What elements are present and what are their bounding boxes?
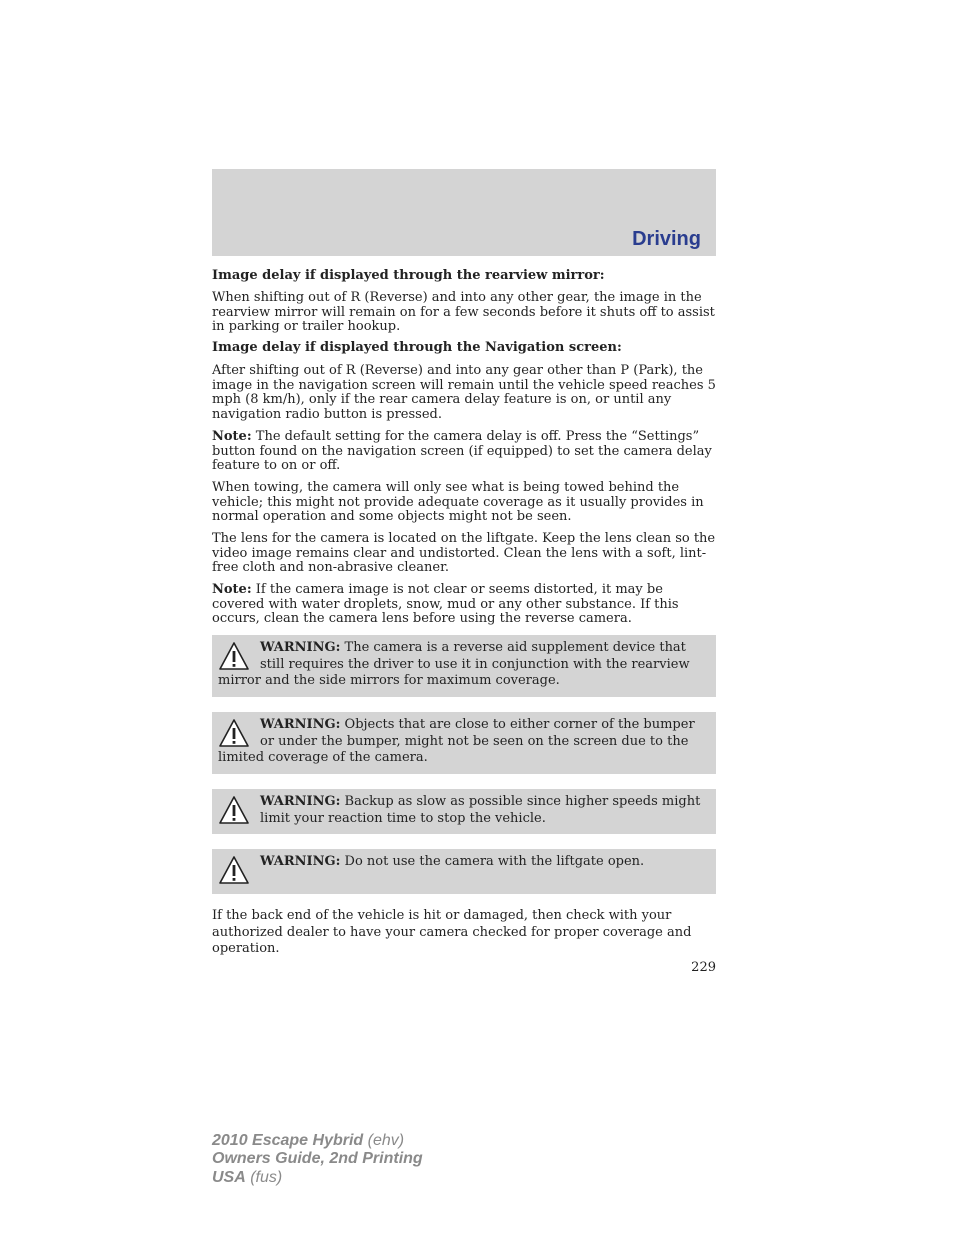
warning-label: WARNING: (260, 640, 341, 655)
note-text: If the camera image is not clear or seems distorted, it may be covered with water droplets, snow, mud or any other substance. If this occurs, clean the camera lens before using the reverse camera. (212, 582, 679, 627)
document-footer (212, 1132, 423, 1187)
footer-model-code: (ehv) (363, 1132, 405, 1149)
warning-label: WARNING: (260, 854, 341, 869)
footer-line-model (212, 1132, 423, 1150)
footer-market-code: (fus) (245, 1168, 283, 1186)
note-label: Note: (212, 429, 252, 444)
note-camera-image (212, 583, 716, 627)
note-camera-delay (212, 430, 716, 474)
page-number: 229 (691, 960, 716, 975)
footer-model: 2010 Escape Hybrid (212, 1132, 364, 1149)
warning-box (212, 712, 716, 774)
warning-triangle-icon (218, 718, 250, 748)
warning-triangle-icon (218, 795, 250, 825)
section-title: Driving (632, 228, 701, 250)
paragraph-towing: When towing, the camera will only see what is being towed behind the vehicle; this might not provide adequate coverage as it usually provides in normal operation and some objects might not be seen. (212, 480, 704, 525)
heading-mirror-text: Image delay if displayed through the rearview mirror: (212, 268, 605, 283)
warning-text: Do not use the camera with the liftgate open. (344, 854, 645, 869)
warning-label: WARNING: (260, 794, 341, 809)
paragraph-damage: If the back end of the vehicle is hit or damaged, then check with your authorized dealer to have your camera checked for proper coverage and operation. (212, 908, 692, 956)
note-text: The default setting for the camera delay is off. Press the “Settings” button found on the navigation screen (if equipped) to set the camera delay feature to on or off. (212, 429, 712, 474)
warning-box (212, 635, 716, 697)
warning-text: Backup as slow as possible since higher speeds might limit your reaction time to stop the vehicle. (260, 794, 701, 826)
heading-mirror-delay (212, 269, 716, 284)
footer-line-printing (212, 1150, 423, 1168)
warning-text: Objects that are close to either corner of the bumper or under the bumper, might not be seen on the screen due to the limited coverage of the camera. (218, 717, 695, 765)
paragraph-nav-delay: After shifting out of R (Reverse) and into any gear other than P (Park), the image in the navigation screen will remain until the vehicle speed reaches 5 mph (8 km/h), only if the rear camera delay feature is on, or until any navigation radio button is pressed. (212, 363, 716, 422)
paragraph-mirror-delay: When shifting out of R (Reverse) and into any other gear, the image in the rearview mirror will remain on for a few seconds before it shuts off to assist in parking or trailer hookup. (212, 290, 715, 335)
warning-box (212, 849, 716, 894)
heading-nav-text: Image delay if displayed through the Navigation screen: (212, 340, 622, 355)
warning-label: WARNING: (260, 717, 341, 732)
footer-line-market (212, 1169, 423, 1187)
warning-triangle-icon (218, 641, 250, 671)
footer-market: USA (212, 1168, 246, 1186)
heading-nav-delay (212, 341, 716, 356)
section-header (212, 169, 716, 256)
footer-printing: Owners Guide, 2nd Printing (212, 1150, 423, 1168)
paragraph-lens: The lens for the camera is located on the liftgate. Keep the lens clean so the video image remains clear and undistorted. Clean the lens with a soft, lint-free cloth and non-abrasive cleaner. (212, 531, 716, 576)
warning-text: The camera is a reverse aid supplement device that still requires the driver to use it in conjunction with the rearview mirror and the side mirrors for maximum coverage. (218, 640, 690, 688)
warning-box (212, 789, 716, 834)
warning-triangle-icon (218, 855, 250, 885)
note-label: Note: (212, 582, 252, 597)
